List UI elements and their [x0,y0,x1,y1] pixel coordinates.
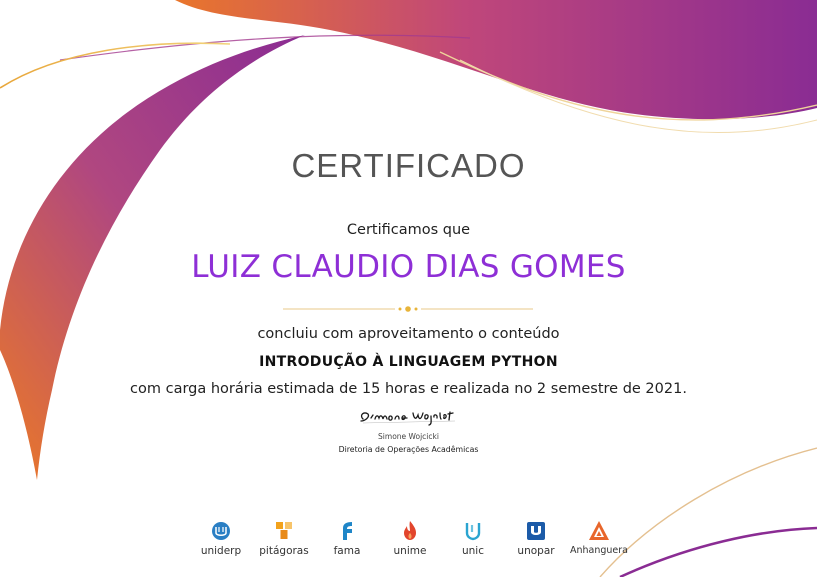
uniderp-logo-icon [209,519,233,543]
top-wave [175,0,817,119]
brand-label: pitágoras [259,545,309,557]
intro-text: Certificamos que [346,222,471,238]
brand-uniderp [190,519,252,565]
pitagoras-logo-icon [272,519,296,543]
ornamental-divider [283,303,533,315]
brand-unic [442,519,504,565]
brand-label: fama [333,545,361,557]
signer-role: Diretoria de Operações Acadêmicas [338,445,479,454]
course-name: INTRODUÇÃO À LINGUAGEM PYTHON [259,354,558,370]
anhanguera-logo-icon [587,519,611,543]
gold-line-bottom [600,448,817,577]
brand-label: Anhanguera [569,545,628,556]
purple-line-bottom [620,528,817,577]
brand-fama [316,519,378,565]
unopar-logo-icon [524,519,548,543]
brand-label: unopar [517,545,555,557]
recipient-name: LUIZ CLAUDIO DIAS GOMES [191,249,626,285]
fama-logo-icon [335,519,359,543]
completion-text: concluiu com aproveitamento o conteúdo [257,326,560,342]
brand-label: unime [393,545,427,557]
brand-pitagoras [253,519,315,565]
unime-logo-icon [398,519,422,543]
institution-logos [190,519,630,565]
handwritten-signature [355,402,465,428]
signer-name: Simone Wojcicki [378,432,439,441]
brand-unopar [505,519,567,565]
brand-label: uniderp [200,545,242,557]
brand-anhanguera [568,519,630,565]
certificate-title: CERTIFICADO [291,147,526,184]
unic-logo-icon [461,519,485,543]
brand-label: unic [462,545,484,557]
workload-text: com carga horária estimada de 15 horas e realizada no 2 semestre de 2021. [130,381,687,397]
brand-unime [379,519,441,565]
